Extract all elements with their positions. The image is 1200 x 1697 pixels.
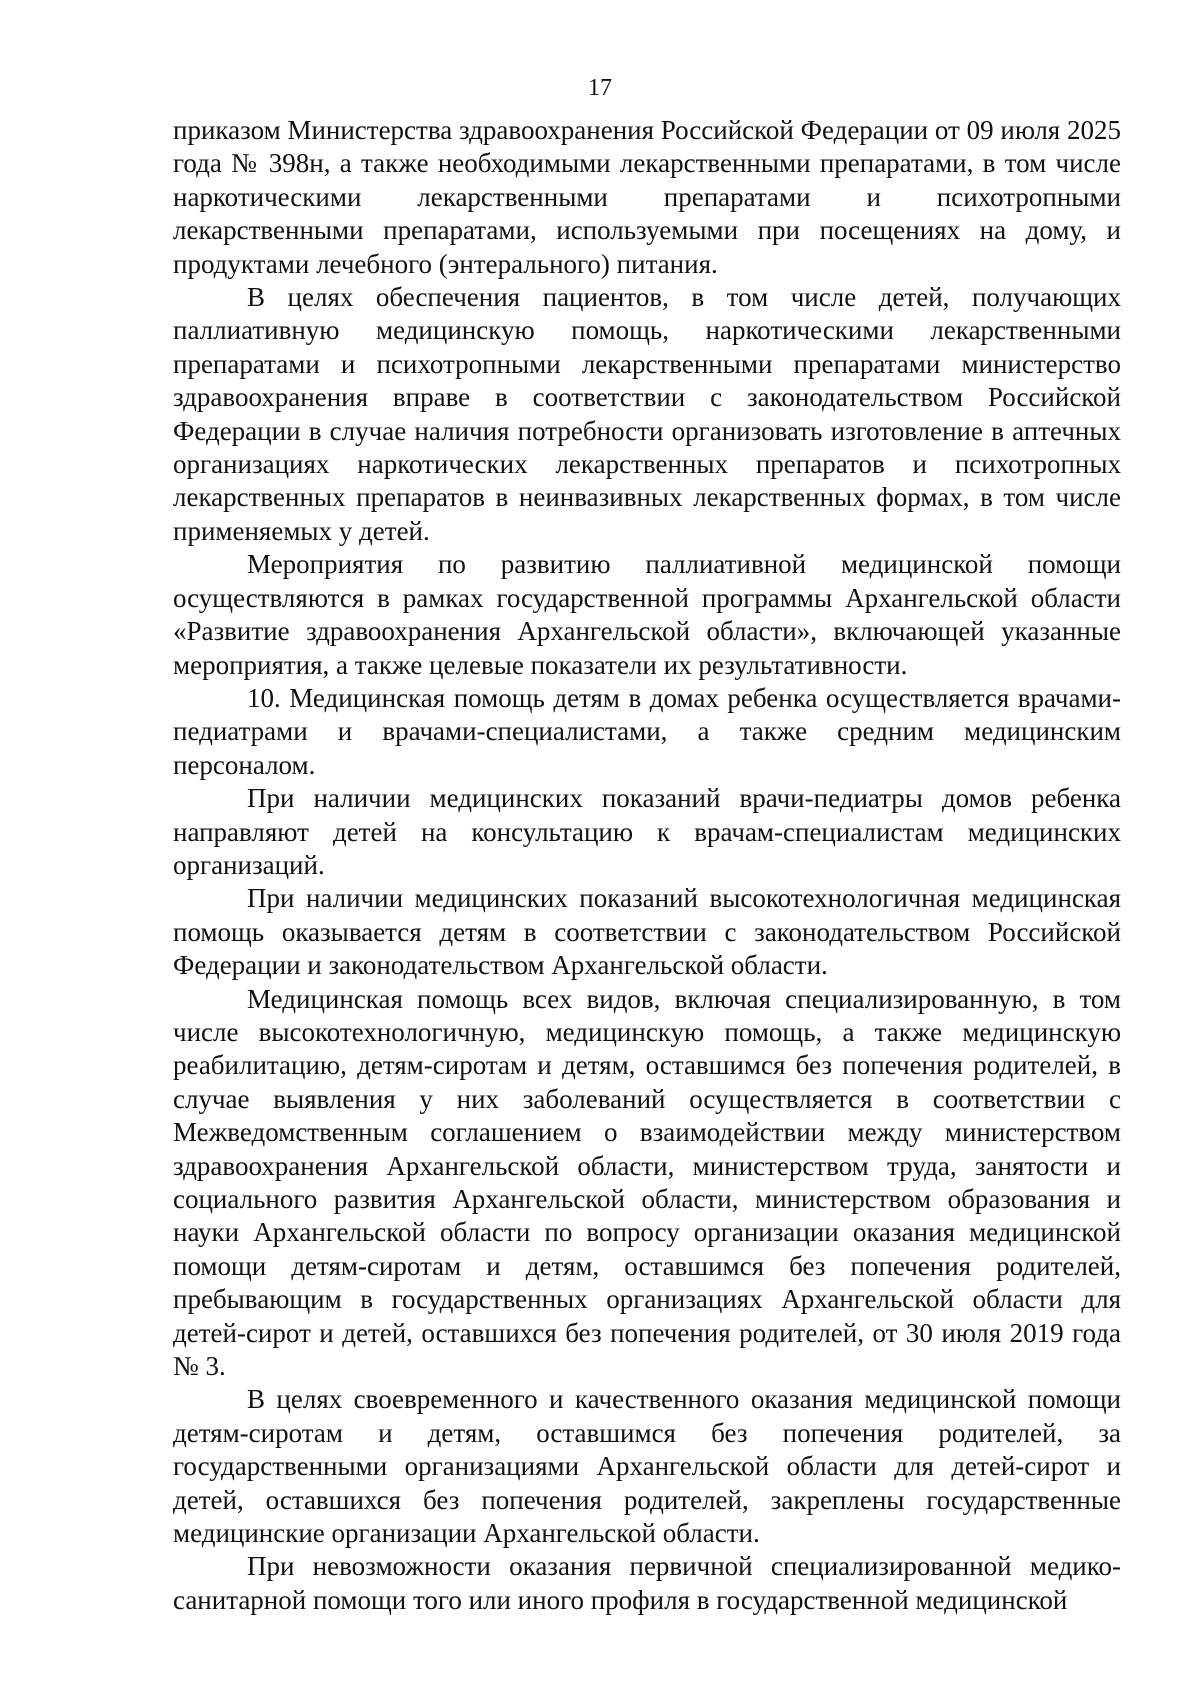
paragraph-3: Мероприятия по развитию паллиативной медицинской помощи осуществляются в рамках государственной программы Архангельской области «Развитие здравоохранения Архангельской области», включающей указанные мероприятия, а также целевые показатели их результативности. [173,549,1121,680]
paragraph-8: В целях своевременного и качественного оказания медицинской помощи детям-сиротам и детям, оставшимся без попечения родителей, за государственными организациями Архангельской области для детей-сирот и детей, оставшихся без попечения родителей, закреплены государственные медицинские организации Архангельской области. [173,1384,1121,1549]
paragraph-7: Медицинская помощь всех видов, включая специализированную, в том числе высокотехнологичную, медицинскую помощь, а также медицинскую реабилитацию, детям-сиротам и детям, оставшимся без попечения родителей, в случае выявления у них заболеваний осуществляется в соответствии с Межведомственным соглашением о взаимодействии между министерством здравоохранения Архангельской области, министерством труда, занятости и социального развития Архангельской области, министерством образования и науки Архангельской области по вопросу организации оказания медицинской помощи детям-сиротам и детям, оставшимся без попечения родителей, пребывающим в государственных организациях Архангельской области для детей-сирот и детей, оставшихся без попечения родителей, от 30 июля 2019 года № 3. [173,983,1121,1382]
paragraph-6: При наличии медицинских показаний высокотехнологичная медицинская помощь оказывается детям в соответствии с законодательством Российской Федерации и законодательством Архангельской области. [173,883,1121,981]
paragraph-4: 10. Медицинская помощь детям в домах ребенка осуществляется врачами-педиатрами и врачами-специалистами, а также средним медицинским персоналом. [173,682,1121,780]
page-number: 17 [588,75,612,101]
document-body [173,114,1121,1617]
paragraph-2: В целях обеспечения пациентов, в том числе детей, получающих паллиативную медицинскую помощь, наркотическими лекарственными препаратами и психотропными лекарственными препаратами министерство здравоохранения вправе в соответствии с законодательством Российской Федерации в случае наличия потребности организовать изготовление в аптечных организациях наркотических лекарственных препаратов и психотропных лекарственных препаратов в неинвазивных лекарственных формах, в том числе применяемых у детей. [173,282,1121,546]
paragraph-5: При наличии медицинских показаний врачи-педиатры домов ребенка направляют детей на консультацию к врачам-специалистам медицинских организаций. [173,783,1121,880]
paragraph-1: приказом Министерства здравоохранения Российской Федерации от 09 июля 2025 года № 398н, а также необходимыми лекарственными препаратами, в том числе наркотическими лекарственными препаратами и психотропными лекарственными препаратами, используемыми при посещениях на дому, и продуктами лечебного (энтерального) питания. [173,115,1121,279]
paragraph-9: При невозможности оказания первичной специализированной медико-санитарной помощи того или иного профиля в государственной медицинской [173,1551,1121,1615]
